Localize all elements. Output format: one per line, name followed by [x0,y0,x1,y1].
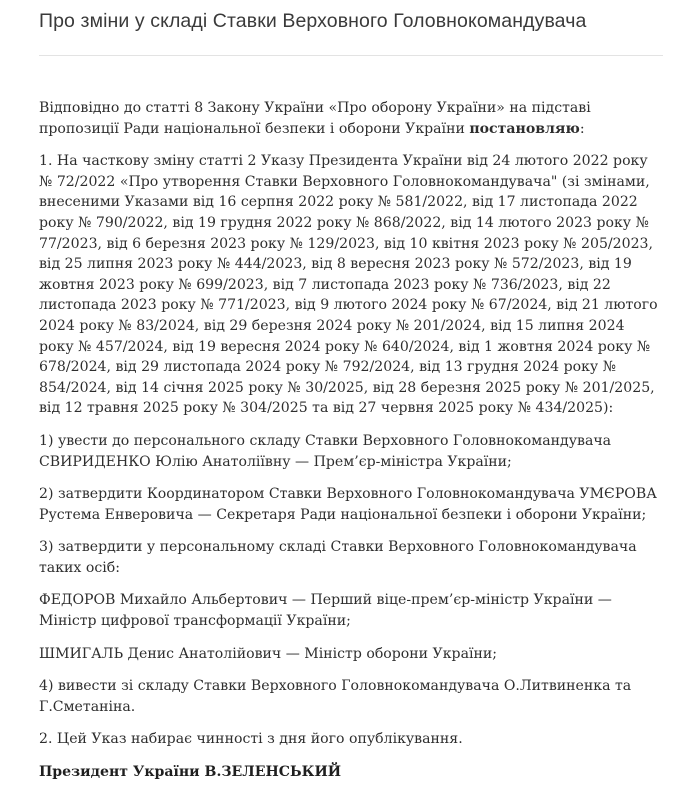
document-body [39,98,663,783]
subclause-1: 1) увести до персонального складу Ставки Верховного Головнокомандувача СВИРИДЕНКО Юлію Анатоліївну — Прем’єр-міністра України; [39,432,612,470]
person-fedorov: ФЕДОРОВ Михайло Альбертович — Перший віце-прем’єр-міністр України — Міністр цифрової трансформації України; [39,592,612,630]
page-title: Про зміни у складі Ставки Верховного Головнокомандувача [39,10,587,32]
preamble-paragraph [39,98,663,139]
preamble-emphasis: постановляю [469,120,580,137]
subclause-3: 3) затвердити у персональному складі Ставки Верховного Головнокомандувача таких осіб: [39,539,637,576]
document-page [39,0,663,795]
subclause-4: 4) вивести зі складу Ставки Верховного Головнокомандувача О.Литвиненка та Г.Сметаніна. [39,678,632,715]
preamble-text: Відповідно до статті 8 Закону України «Про оборону України» на підставі пропозиції Ради національної безпеки і оборони України [39,100,591,137]
person-shmyhal: ШМИГАЛЬ Денис Анатолійович — Міністр оборони України; [39,645,498,662]
subclause-2: 2) затвердити Координатором Ставки Верховного Головнокомандувача УМЄРОВА Рустема Енверовича — Секретаря Ради національної безпеки і оборони України; [39,486,657,523]
preamble-end: : [579,120,585,137]
title-divider [39,55,663,56]
clause-1: 1. На часткову зміну статті 2 Указу Президента України від 24 лютого 2022 року № 72/2022 «Про утворення Ставки Верховного Головнокомандувача" (зі змінами, внесеними Указами від 16 серпня 2022 року № 581/2022, від 17 листопада 2022 року № 790/2022, від 19 грудня 2022 року № 868/2022, від 14 лютого 2023 року № 77/2023, від 6 березня 2023 року № 129/2023, від 10 квітня 2023 року № 205/2023, від 25 липня 2023 року № 444/2023, від 8 вересня 2023 року № 572/2023, від 19 жовтня 2023 року № 699/2023, від 7 листопада 2023 року № 736/2023, від 22 листопада 2023 року № 771/2023, від 9 лютого 2024 року № 67/2024, від 21 лютого 2024 року № 83/2024, від 29 березня 2024 року № 201/2024, від 15 липня 2024 року № 457/2024, від 19 вересня 2024 року № 640/2024, від 1 жовтня 2024 року № 678/2024, від 29 листопада 2024 року № 792/2024, від 13 грудня 2024 року № 854/2024, від 14 січня 2025 року № 30/2025, від 28 березня 2025 року № 201/2025, від 12 травня 2025 року № 304/2025 та від 27 червня 2025 року № 434/2025): [39,153,658,417]
signature: Президент України В.ЗЕЛЕНСЬКИЙ [39,764,342,781]
clause-2: 2. Цей Указ набирає чинності з дня його опублікування. [39,731,463,748]
